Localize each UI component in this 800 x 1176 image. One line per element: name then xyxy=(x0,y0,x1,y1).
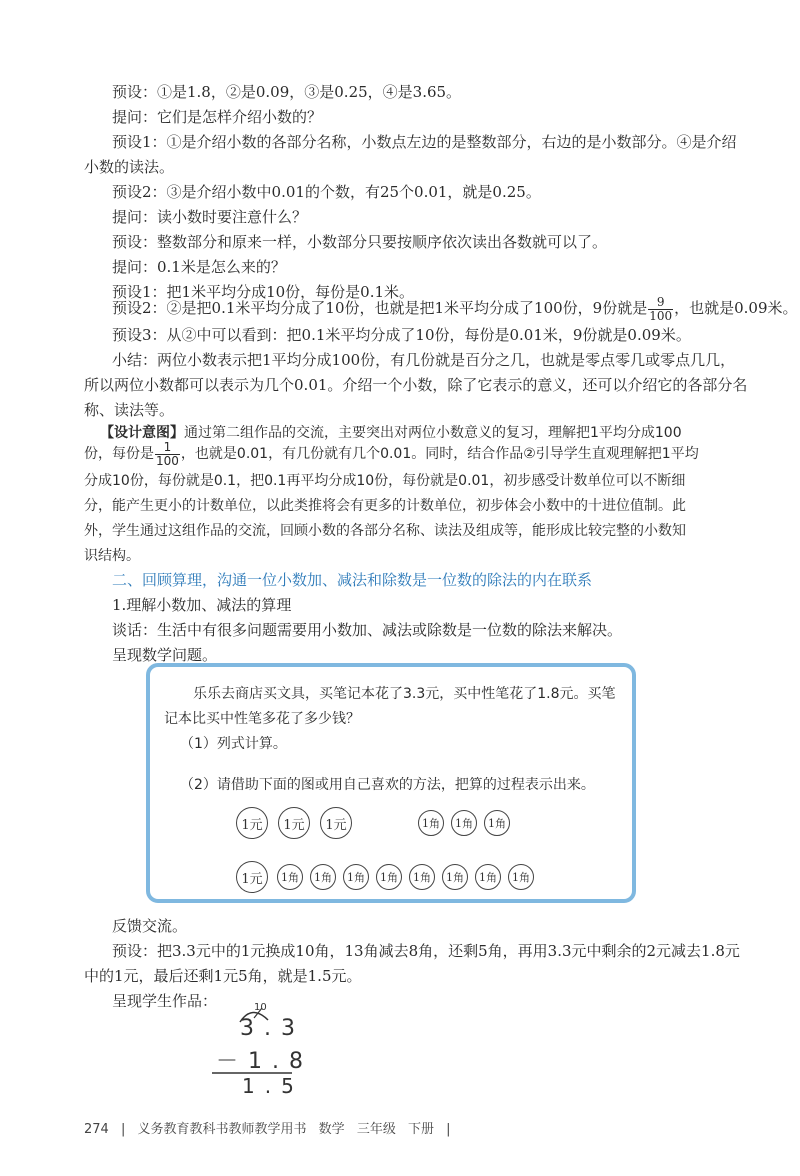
text-line: 预设：①是1.8，②是0.09，③是0.25，④是3.65。 xyxy=(112,83,462,101)
carry-mark: 10 xyxy=(254,1002,267,1013)
book-grade: 三年级 xyxy=(356,1122,396,1137)
coin-1-jiao: 1角 xyxy=(475,864,501,890)
coin-1-jiao: 1角 xyxy=(277,864,303,890)
subsection-title: 1.理解小数加、减法的算理 xyxy=(112,596,292,614)
coin-1-jiao: 1角 xyxy=(409,864,435,890)
text-line: 预设：把3.3元中的1元换成10角，13角减去8角，还剩5角，再用3.3元中剩余的2元减去1.8元 xyxy=(112,942,740,960)
section-heading: 二、回顾算理，沟通一位小数加、减法和除数是一位数的除法的内在联系 xyxy=(112,571,593,589)
design-intent-line: 识结构。 xyxy=(84,548,140,564)
coin-1-jiao: 1角 xyxy=(451,810,477,836)
coin-1-jiao: 1角 xyxy=(310,864,336,890)
subtrahend: －1.8 xyxy=(216,1049,313,1074)
text-line-with-fraction xyxy=(112,292,798,324)
design-intent-line: 外，学生通过这组作品的交流，回顾小数的各部分名称、读法及组成等，能形成比较完整的小数知 xyxy=(84,523,686,539)
coin-1-yuan: 1元 xyxy=(278,807,310,839)
page-number: 274 xyxy=(84,1122,109,1137)
text-line: 预设1：把1米平均分成10份，每份是0.1米。 xyxy=(112,283,415,301)
book-volume: 下册 xyxy=(407,1122,434,1137)
text-line: 预设1：①是介绍小数的各部分名称，小数点左边的是整数部分，右边的是小数部分。④是介绍 xyxy=(112,133,737,151)
fraction xyxy=(648,296,673,323)
coin-1-jiao: 1角 xyxy=(343,864,369,890)
design-intent-label: 【设计意图】 xyxy=(100,425,184,441)
design-intent-line: 分，能产生更小的计数单位，以此类推将会有更多的计数单位，初步体会小数中的十进位值制。此 xyxy=(84,498,686,514)
text-line: 呈现学生作品： xyxy=(112,992,218,1010)
text-segment: 通过第二组作品的交流，主要突出对两位小数意义的复习，理解把1平均分成100 xyxy=(184,425,682,441)
fraction xyxy=(155,441,180,468)
text-segment: 份，每份是 xyxy=(84,446,154,462)
coin-1-jiao: 1角 xyxy=(376,864,402,890)
text-line: 所以两位小数都可以表示为几个0.01。介绍一个小数，除了它表示的意义，还可以介绍它的各部分名 xyxy=(84,376,748,394)
text-segment: ，也就是0.09米。 xyxy=(674,299,798,317)
book-subject: 数学 xyxy=(318,1122,345,1137)
text-line: 反馈交流。 xyxy=(112,917,188,935)
page-footer: 274 | 义务教育教科书教师教学用书 数学 三年级 下册 | xyxy=(84,1122,451,1137)
fraction-numerator: 9 xyxy=(648,296,673,310)
coin-1-jiao: 1角 xyxy=(442,864,468,890)
fraction-denominator: 100 xyxy=(649,308,673,323)
text-line: 提问：它们是怎样介绍小数的？ xyxy=(112,108,323,126)
coin-1-yuan: 1元 xyxy=(236,861,268,893)
minuend: 3.3 xyxy=(240,1016,305,1041)
coin-1-jiao: 1角 xyxy=(484,810,510,836)
design-intent-line: 分成10份，每份就是0.1，把0.1再平均分成10份，每份就是0.01，初步感受计数单位可以不断细 xyxy=(84,473,686,489)
text-segment: ，也就是0.01，有几份就有几个0.01。同时，结合作品②引导学生直观理解把1平均 xyxy=(180,446,699,462)
text-line: 预设2：③是介绍小数中0.01的个数，有25个0.01，就是0.25。 xyxy=(112,183,541,201)
coin-1-yuan: 1元 xyxy=(236,807,268,839)
text-line: 谈话：生活中有很多问题需要用小数加、减法或除数是一位数的除法来解决。 xyxy=(112,621,623,639)
text-line: 呈现数学问题。 xyxy=(112,646,218,664)
text-line: 预设：整数部分和原来一样，小数部分只要按顺序依次读出各数就可以了。 xyxy=(112,233,608,251)
text-line: 小数的读法。 xyxy=(84,158,175,176)
text-line: 中的1元，最后还剩1元5角，就是1.5元。 xyxy=(84,967,362,985)
text-line: 提问：读小数时要注意什么？ xyxy=(112,208,308,226)
text-segment: 预设2：②是把0.1米平均分成了10份，也就是把1米平均分成了100份，9份就是 xyxy=(112,299,648,317)
fraction-numerator: 1 xyxy=(155,441,180,455)
problem-text: 记本比买中性笔多花了多少钱？ xyxy=(164,711,360,727)
fraction-denominator: 100 xyxy=(156,453,179,468)
text-line: 提问：0.1米是怎么来的？ xyxy=(112,258,286,276)
design-intent-line xyxy=(84,438,699,470)
text-line: 称、读法等。 xyxy=(84,401,175,419)
text-line: 小结：两位小数表示把1平均分成100份，有几份就是百分之几，也就是零点零几或零点几几， xyxy=(112,351,736,369)
book-title: 义务教育教科书教师教学用书 xyxy=(137,1122,307,1137)
coin-1-jiao: 1角 xyxy=(418,810,444,836)
problem-question-1: （1）列式计算。 xyxy=(180,736,287,752)
text-line: 预设3：从②中可以看到：把0.1米平均分成了10份，每份是0.01米，9份就是0.09米。 xyxy=(112,326,691,344)
coin-1-yuan: 1元 xyxy=(320,807,352,839)
difference: 1.5 xyxy=(242,1074,304,1098)
problem-text: 乐乐去商店买文具，买笔记本花了3.3元，买中性笔花了1.8元。买笔 xyxy=(193,686,616,702)
problem-question-2: （2）请借助下面的图或用自己喜欢的方法，把算的过程表示出来。 xyxy=(180,777,595,793)
coin-1-jiao: 1角 xyxy=(508,864,534,890)
